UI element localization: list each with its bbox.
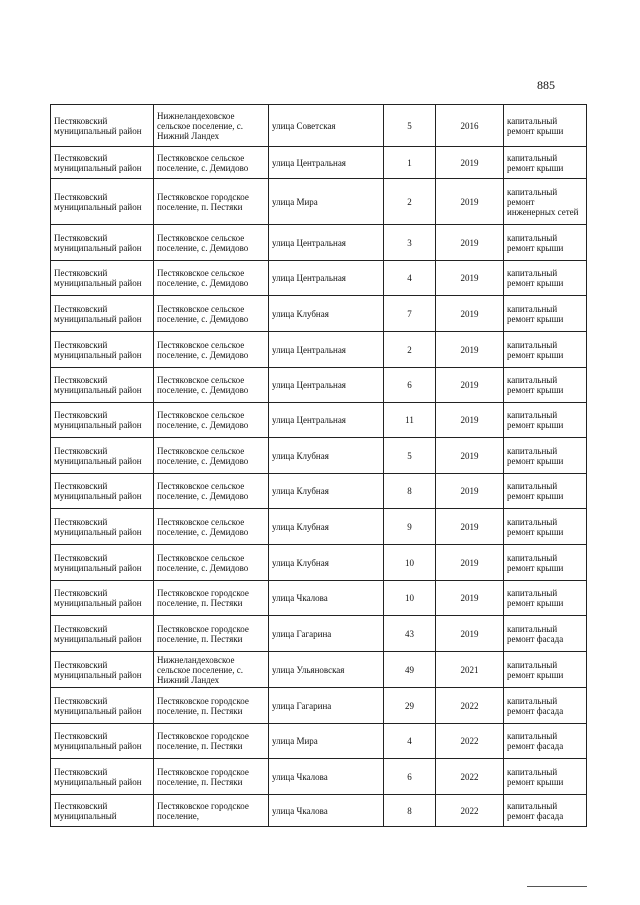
year-cell: 2019: [436, 296, 504, 332]
footer-rule: [527, 886, 587, 887]
table-row: [51, 147, 587, 179]
year-cell: 2016: [436, 105, 504, 147]
house-cell: 1: [384, 147, 436, 179]
house-cell: 4: [384, 724, 436, 759]
street-cell: улица Чкалова: [269, 581, 384, 616]
settlement-cell: Пестяковское городское поселение, п. Пестяки: [154, 581, 269, 616]
work-cell: капитальный ремонт крыши: [504, 545, 587, 581]
district-cell: Пестяковский муниципальный район: [51, 438, 154, 474]
table-row: [51, 724, 587, 759]
district-cell: Пестяковский муниципальный район: [51, 509, 154, 545]
table-row: [51, 759, 587, 795]
street-cell: улица Центральная: [269, 332, 384, 368]
year-cell: 2019: [436, 225, 504, 261]
table-row: [51, 688, 587, 724]
district-cell: Пестяковский муниципальный район: [51, 403, 154, 438]
street-cell: улица Мира: [269, 724, 384, 759]
street-cell: улица Мира: [269, 179, 384, 225]
settlement-cell: Пестяковское сельское поселение, с. Демидово: [154, 147, 269, 179]
district-cell: Пестяковский муниципальный район: [51, 474, 154, 509]
settlement-cell: Пестяковское сельское поселение, с. Демидово: [154, 509, 269, 545]
settlement-cell: Пестяковское городское поселение, п. Пестяки: [154, 759, 269, 795]
settlement-cell: Пестяковское сельское поселение, с. Демидово: [154, 545, 269, 581]
district-cell: Пестяковский муниципальный район: [51, 105, 154, 147]
district-cell: Пестяковский муниципальный район: [51, 179, 154, 225]
work-cell: капитальный ремонт крыши: [504, 368, 587, 403]
settlement-cell: Пестяковское сельское поселение, с. Демидово: [154, 261, 269, 296]
street-cell: улица Чкалова: [269, 759, 384, 795]
district-cell: Пестяковский муниципальный район: [51, 688, 154, 724]
house-cell: 8: [384, 474, 436, 509]
work-cell: капитальный ремонт фасада: [504, 724, 587, 759]
house-cell: 29: [384, 688, 436, 724]
year-cell: 2022: [436, 724, 504, 759]
work-cell: капитальный ремонт крыши: [504, 296, 587, 332]
year-cell: 2019: [436, 261, 504, 296]
street-cell: улица Центральная: [269, 147, 384, 179]
work-cell: капитальный ремонт инженерных сетей: [504, 179, 587, 225]
work-cell: капитальный ремонт крыши: [504, 474, 587, 509]
street-cell: улица Клубная: [269, 296, 384, 332]
year-cell: 2019: [436, 581, 504, 616]
table-body: [51, 105, 587, 827]
district-cell: Пестяковский муниципальный район: [51, 759, 154, 795]
house-cell: 43: [384, 616, 436, 652]
year-cell: 2019: [436, 332, 504, 368]
work-cell: капитальный ремонт фасада: [504, 688, 587, 724]
settlement-cell: Пестяковское сельское поселение, с. Демидово: [154, 296, 269, 332]
work-cell: капитальный ремонт крыши: [504, 652, 587, 688]
table-row: [51, 474, 587, 509]
table-row: [51, 179, 587, 225]
table-row: [51, 332, 587, 368]
work-cell: капитальный ремонт крыши: [504, 438, 587, 474]
street-cell: улица Клубная: [269, 474, 384, 509]
street-cell: улица Клубная: [269, 438, 384, 474]
work-cell: капитальный ремонт фасада: [504, 616, 587, 652]
street-cell: улица Гагарина: [269, 688, 384, 724]
year-cell: 2022: [436, 795, 504, 827]
work-cell: капитальный ремонт фасада: [504, 795, 587, 827]
street-cell: улица Центральная: [269, 403, 384, 438]
street-cell: улица Ульяновская: [269, 652, 384, 688]
settlement-cell: Пестяковское сельское поселение, с. Демидово: [154, 403, 269, 438]
settlement-cell: Нижнеландеховское сельское поселение, с. Нижний Ландех: [154, 652, 269, 688]
district-cell: Пестяковский муниципальный район: [51, 225, 154, 261]
settlement-cell: Пестяковское городское поселение, п. Пестяки: [154, 616, 269, 652]
table-row: [51, 438, 587, 474]
street-cell: улица Центральная: [269, 261, 384, 296]
settlement-cell: Пестяковское сельское поселение, с. Демидово: [154, 332, 269, 368]
house-cell: 8: [384, 795, 436, 827]
house-cell: 6: [384, 759, 436, 795]
street-cell: улица Центральная: [269, 368, 384, 403]
year-cell: 2022: [436, 759, 504, 795]
house-cell: 2: [384, 179, 436, 225]
house-cell: 4: [384, 261, 436, 296]
year-cell: 2021: [436, 652, 504, 688]
year-cell: 2019: [436, 438, 504, 474]
house-cell: 9: [384, 509, 436, 545]
work-cell: капитальный ремонт крыши: [504, 509, 587, 545]
settlement-cell: Пестяковское городское поселение, п. Пестяки: [154, 179, 269, 225]
house-cell: 10: [384, 545, 436, 581]
district-cell: Пестяковский муниципальный район: [51, 332, 154, 368]
year-cell: 2019: [436, 147, 504, 179]
work-cell: капитальный ремонт крыши: [504, 581, 587, 616]
table-row: [51, 225, 587, 261]
house-cell: 5: [384, 438, 436, 474]
table-row: [51, 616, 587, 652]
district-cell: Пестяковский муниципальный район: [51, 147, 154, 179]
year-cell: 2019: [436, 616, 504, 652]
year-cell: 2019: [436, 368, 504, 403]
year-cell: 2019: [436, 403, 504, 438]
district-cell: Пестяковский муниципальный район: [51, 368, 154, 403]
table-row: [51, 368, 587, 403]
district-cell: Пестяковский муниципальный район: [51, 581, 154, 616]
settlement-cell: Нижнеландеховское сельское поселение, с. Нижний Ландех: [154, 105, 269, 147]
work-cell: капитальный ремонт крыши: [504, 403, 587, 438]
house-cell: 2: [384, 332, 436, 368]
street-cell: улица Чкалова: [269, 795, 384, 827]
settlement-cell: Пестяковское городское поселение, п. Пестяки: [154, 724, 269, 759]
settlement-cell: Пестяковское городское поселение,: [154, 795, 269, 827]
street-cell: улица Гагарина: [269, 616, 384, 652]
settlement-cell: Пестяковское городское поселение, п. Пестяки: [154, 688, 269, 724]
work-cell: капитальный ремонт крыши: [504, 105, 587, 147]
house-cell: 49: [384, 652, 436, 688]
year-cell: 2019: [436, 474, 504, 509]
district-cell: Пестяковский муниципальный: [51, 795, 154, 827]
table-row: [51, 105, 587, 147]
district-cell: Пестяковский муниципальный район: [51, 261, 154, 296]
year-cell: 2019: [436, 545, 504, 581]
work-cell: капитальный ремонт крыши: [504, 759, 587, 795]
year-cell: 2022: [436, 688, 504, 724]
house-cell: 7: [384, 296, 436, 332]
district-cell: Пестяковский муниципальный район: [51, 545, 154, 581]
district-cell: Пестяковский муниципальный район: [51, 296, 154, 332]
house-cell: 3: [384, 225, 436, 261]
settlement-cell: Пестяковское сельское поселение, с. Демидово: [154, 474, 269, 509]
work-cell: капитальный ремонт крыши: [504, 261, 587, 296]
house-cell: 10: [384, 581, 436, 616]
house-cell: 11: [384, 403, 436, 438]
district-cell: Пестяковский муниципальный район: [51, 652, 154, 688]
work-cell: капитальный ремонт крыши: [504, 332, 587, 368]
settlement-cell: Пестяковское сельское поселение, с. Демидово: [154, 225, 269, 261]
settlement-cell: Пестяковское сельское поселение, с. Демидово: [154, 438, 269, 474]
page-number: 885: [537, 78, 555, 92]
year-cell: 2019: [436, 179, 504, 225]
table-row: [51, 296, 587, 332]
table-row: [51, 581, 587, 616]
street-cell: улица Клубная: [269, 545, 384, 581]
street-cell: улица Центральная: [269, 225, 384, 261]
house-cell: 5: [384, 105, 436, 147]
table-row: [51, 545, 587, 581]
work-cell: капитальный ремонт крыши: [504, 225, 587, 261]
district-cell: Пестяковский муниципальный район: [51, 724, 154, 759]
house-cell: 6: [384, 368, 436, 403]
table-row: [51, 509, 587, 545]
table-row: [51, 795, 587, 827]
work-cell: капитальный ремонт крыши: [504, 147, 587, 179]
repair-schedule-table: [50, 104, 587, 827]
street-cell: улица Клубная: [269, 509, 384, 545]
district-cell: Пестяковский муниципальный район: [51, 616, 154, 652]
street-cell: улица Советская: [269, 105, 384, 147]
table-row: [51, 652, 587, 688]
settlement-cell: Пестяковское сельское поселение, с. Демидово: [154, 368, 269, 403]
table-row: [51, 403, 587, 438]
year-cell: 2019: [436, 509, 504, 545]
table-row: [51, 261, 587, 296]
